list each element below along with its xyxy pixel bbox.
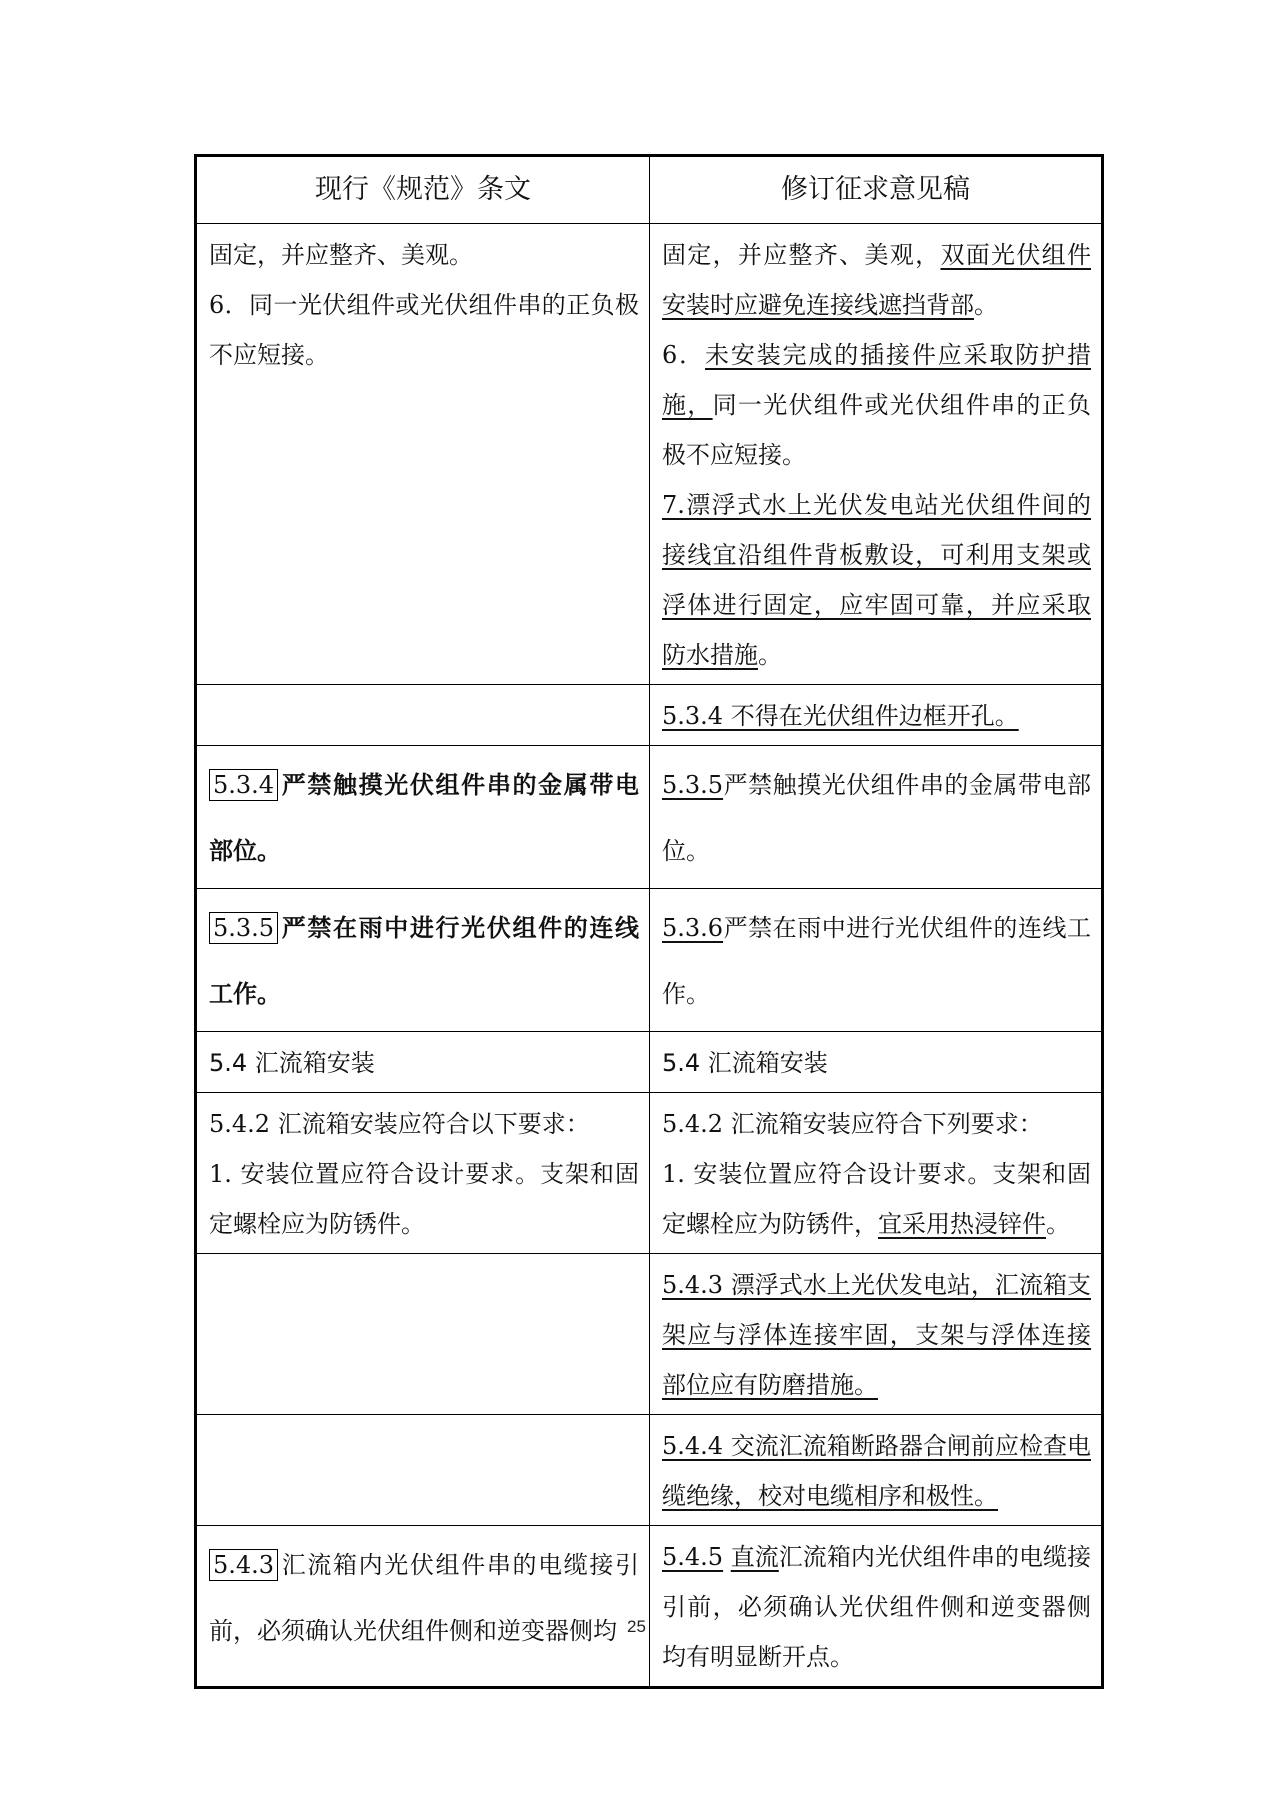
cell-current <box>196 746 650 889</box>
cell-revised <box>650 224 1103 685</box>
table-row <box>196 1093 1103 1254</box>
cell-revised <box>650 1415 1103 1526</box>
clause-text: 严禁在雨中进行光伏组件的连线工作。 <box>662 914 1091 1008</box>
cell-revised: 5.4 汇流箱安装 <box>650 1032 1103 1093</box>
table-row <box>196 1526 1103 1688</box>
revision-underline: 7.漂浮式水上光伏发电站光伏组件间的接线宜沿组件背板敷设，可利用支架或浮体进行固定，应牢固可靠，并应采取防水措施 <box>662 491 1091 669</box>
header-row <box>196 156 1103 224</box>
clause-number-box: 5.3.5 <box>209 912 278 944</box>
paragraph: 5.4.2 汇流箱安装应符合以下要求： <box>209 1110 590 1138</box>
revision-underline: 双面光伏组件安装时应避免连接线遮挡背部 <box>662 241 1091 319</box>
cell-current-empty <box>196 685 650 746</box>
revision-underline: 5.4.3 漂浮式水上光伏发电站，汇流箱支架应与浮体连接牢固，支架与浮体连接部位应有防磨措施。 <box>662 1271 1091 1399</box>
cell-current <box>196 889 650 1032</box>
revision-underline: 直流 <box>730 1543 779 1571</box>
table-row <box>196 1415 1103 1526</box>
cell-current <box>196 1526 650 1688</box>
revision-underline: 宜采用热浸锌件 <box>878 1210 1046 1238</box>
paragraph: 6．未安装完成的插接件应采取防护措施，同一光伏组件或光伏组件串的正负极不应短接。 <box>662 341 1091 469</box>
page-number: 25 <box>627 1617 646 1636</box>
table-row <box>196 1254 1103 1415</box>
table-row <box>196 889 1103 1032</box>
cell-current-empty <box>196 1415 650 1526</box>
header-revised-draft: 修订征求意见稿 <box>650 156 1103 224</box>
table-row <box>196 1032 1103 1093</box>
cell-revised <box>650 1526 1103 1688</box>
revision-underline: 5.4.4 交流汇流箱断路器合闸前应检查电缆绝缘，校对电缆相序和极性。 <box>662 1432 1091 1510</box>
clause-number-box: 5.3.4 <box>209 769 278 801</box>
cell-current <box>196 224 650 685</box>
cell-current <box>196 1093 650 1254</box>
table-row <box>196 685 1103 746</box>
clause-text: 严禁触摸光伏组件串的金属带电部位。 <box>209 771 639 865</box>
clause-text: 汇流箱内光伏组件串的电缆接引前，必须确认光伏组件侧和逆变器侧均有明显断开点。 <box>662 1543 1092 1671</box>
cell-current: 5.4 汇流箱安装 <box>196 1032 650 1093</box>
cell-revised <box>650 685 1103 746</box>
cell-revised <box>650 1093 1103 1254</box>
paragraph: 7.漂浮式水上光伏发电站光伏组件间的接线宜沿组件背板敷设，可利用支架或浮体进行固定，应牢固可靠，并应采取防水措施。 <box>662 491 1091 669</box>
table-row <box>196 224 1103 685</box>
clause-number: 5.3.6 <box>662 914 724 942</box>
paragraph: 5.4.2 汇流箱安装应符合下列要求： <box>662 1110 1043 1138</box>
clause-text: 汇流箱内光伏组件串的电缆接引前，必须确认光伏组件侧和逆变器侧均 <box>209 1551 639 1645</box>
cell-revised <box>650 889 1103 1032</box>
header-current-clause: 现行《规范》条文 <box>196 156 650 224</box>
paragraph: 6．同一光伏组件或光伏组件串的正负极不应短接。 <box>209 291 639 369</box>
clause-number-box: 5.4.3 <box>209 1549 278 1581</box>
revision-underline: 5.3.4 不得在光伏组件边框开孔。 <box>662 702 1019 730</box>
table-row <box>196 746 1103 889</box>
cell-revised <box>650 746 1103 889</box>
paragraph: 固定，并应整齐、美观。 <box>209 241 473 269</box>
paragraph: 1. 安装位置应符合设计要求。支架和固定螺栓应为防锈件。 <box>209 1160 639 1238</box>
comparison-table <box>194 154 1104 1689</box>
clause-text: 严禁触摸光伏组件串的金属带电部位。 <box>662 771 1091 865</box>
paragraph: 固定，并应整齐、美观，双面光伏组件安装时应避免连接线遮挡背部。 <box>662 241 1091 319</box>
paragraph: 1. 安装位置应符合设计要求。支架和固定螺栓应为防锈件，宜采用热浸锌件。 <box>662 1160 1091 1238</box>
clause-number: 5.3.5 <box>662 771 724 799</box>
clause-text: 严禁在雨中进行光伏组件的连线工作。 <box>209 914 639 1008</box>
cell-current-empty <box>196 1254 650 1415</box>
cell-revised <box>650 1254 1103 1415</box>
clause-number: 5.4.5 <box>662 1543 724 1571</box>
revision-underline: 未安装完成的插接件应采取防护措施， <box>662 341 1091 419</box>
